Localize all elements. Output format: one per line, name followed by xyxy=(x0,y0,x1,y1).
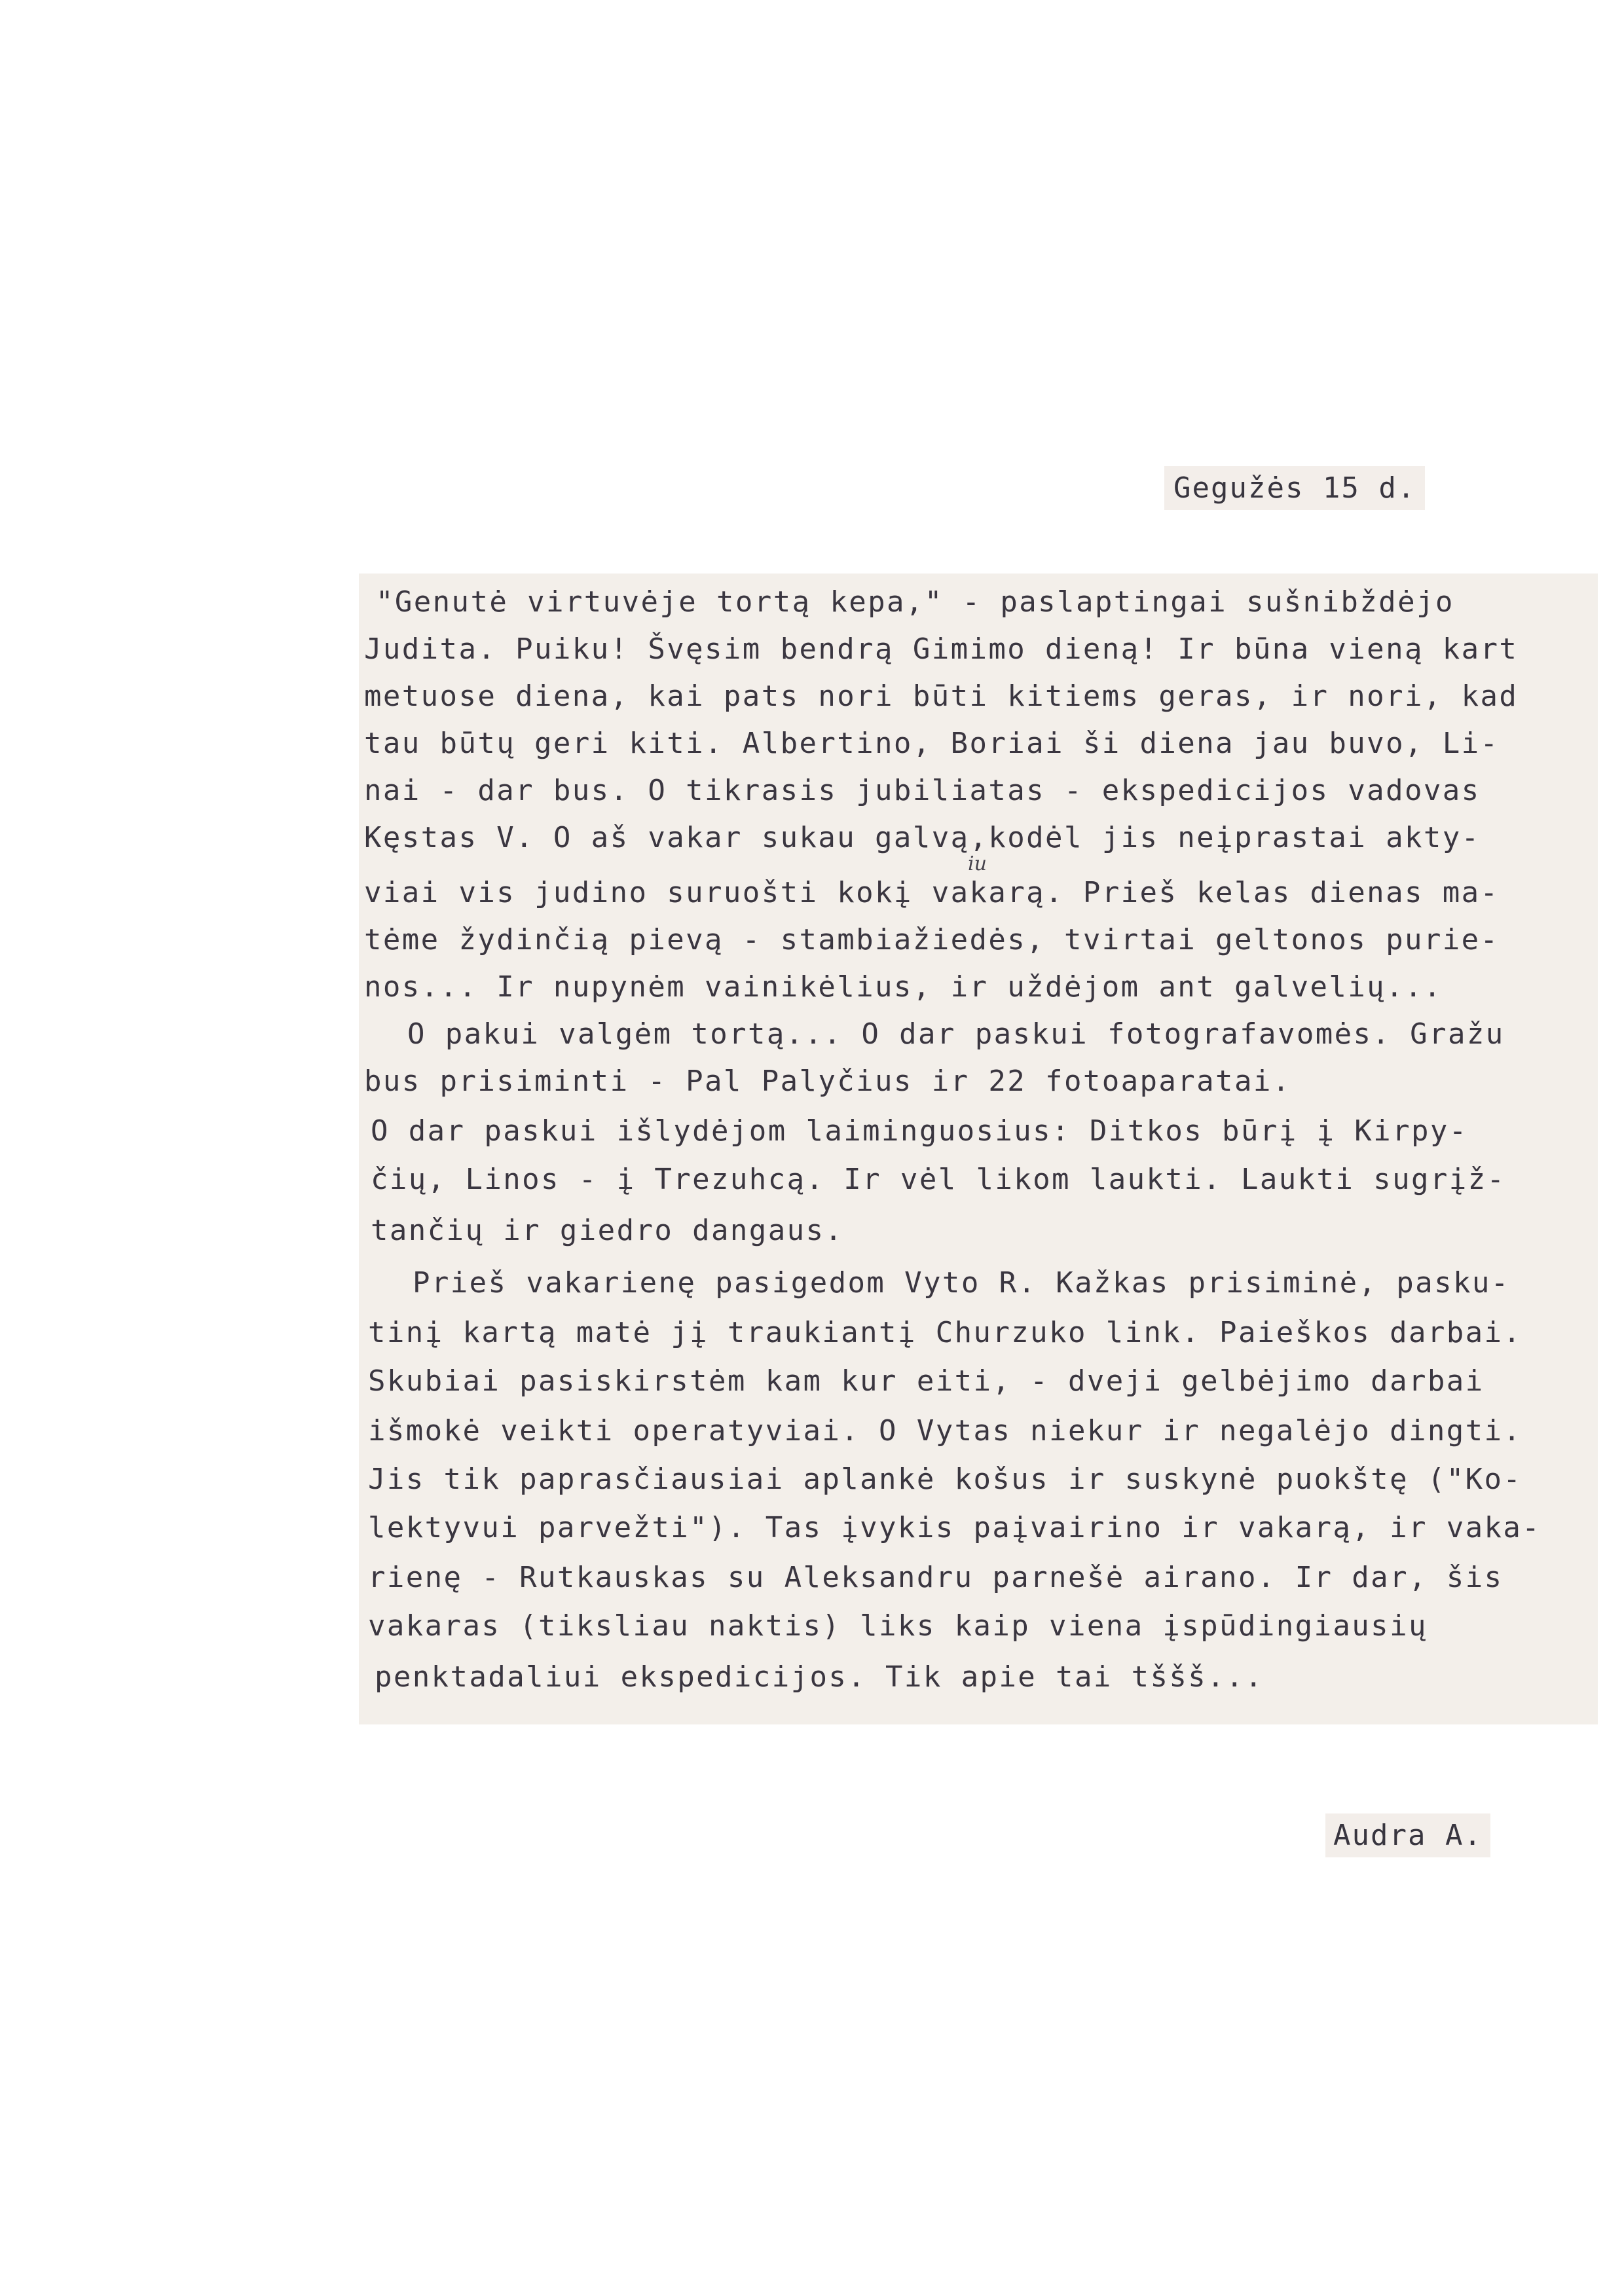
diary-date: Gegužės 15 d. xyxy=(1164,466,1425,510)
text-line-21: rienę - Rutkauskas su Aleksandru parnešė airano. Ir dar, šis xyxy=(368,1561,1504,1594)
text-line-1: "Genutė virtuvėje tortą kepa," - paslaptingai sušnibždėjo xyxy=(376,585,1454,619)
text-line-19: Jis tik paprasčiausiai aplankė košus ir suskynė puokštę ("Ko- xyxy=(368,1463,1522,1496)
text-line-5: nai - dar bus. O tikrasis jubiliatas - ekspedicijos vadovas xyxy=(364,774,1481,807)
author-signature: Audra A. xyxy=(1325,1813,1490,1857)
text-line-20: lektyvui parvežti"). Tas įvykis paįvairino ir vakarą, ir vaka- xyxy=(368,1511,1541,1544)
text-line-10: O pakui valgėm tortą... O dar paskui fotografavomės. Gražu xyxy=(407,1017,1505,1051)
text-line-16: tinį kartą matė jį traukiantį Churzuko link. Paieškos darbai. xyxy=(368,1316,1522,1349)
text-line-4: tau būtų geri kiti. Albertino, Boriai ši diena jau buvo, Li- xyxy=(364,727,1500,760)
text-line-13: čių, Linos - į Trezuhcą. Ir vėl likom laukti. Laukti sugrįž- xyxy=(371,1163,1506,1196)
text-line-12: O dar paskui išlydėjom laiminguosius: Ditkos būrį į Kirpy- xyxy=(371,1114,1468,1148)
text-line-17: Skubiai pasiskirstėm kam kur eiti, - dveji gelbėjimo darbai xyxy=(368,1364,1485,1398)
text-line-3: metuose diena, kai pats nori būti kitiems geras, ir nori, kad xyxy=(364,680,1519,713)
text-line-9: nos... Ir nupynėm vainikėlius, ir uždėjom ant galvelių... xyxy=(364,970,1443,1004)
text-line-7: viai vis judino suruošti kokį vakarą. Prieš kelas dienas ma- xyxy=(364,876,1500,909)
handwritten-correction: iu xyxy=(968,852,987,875)
text-line-22: vakaras (tiksliau naktis) liks kaip viena įspūdingiausių xyxy=(368,1609,1428,1643)
text-line-14: tančių ir giedro dangaus. xyxy=(371,1214,844,1247)
text-line-8: tėme žydinčią pievą - stambiažiedės, tvirtai geltonos purie- xyxy=(364,923,1500,957)
text-line-23: penktadaliui ekspedicijos. Tik apie tai tššš... xyxy=(375,1660,1264,1694)
text-line-15: Prieš vakarienę pasigedom Vyto R. Kažkas prisiminė, pasku- xyxy=(413,1266,1510,1300)
text-line-2: Judita. Puiku! Švęsim bendrą Gimimo dieną! Ir būna vieną kart xyxy=(364,632,1519,666)
text-line-11: bus prisiminti - Pal Palyčius ir 22 fotoaparatai. xyxy=(364,1065,1291,1098)
text-line-6: Kęstas V. O aš vakar sukau galvą,kodėl jis neįprastai akty- xyxy=(364,821,1481,854)
text-line-18: išmokė veikti operatyviai. O Vytas niekur ir negalėjo dingti. xyxy=(368,1414,1522,1448)
